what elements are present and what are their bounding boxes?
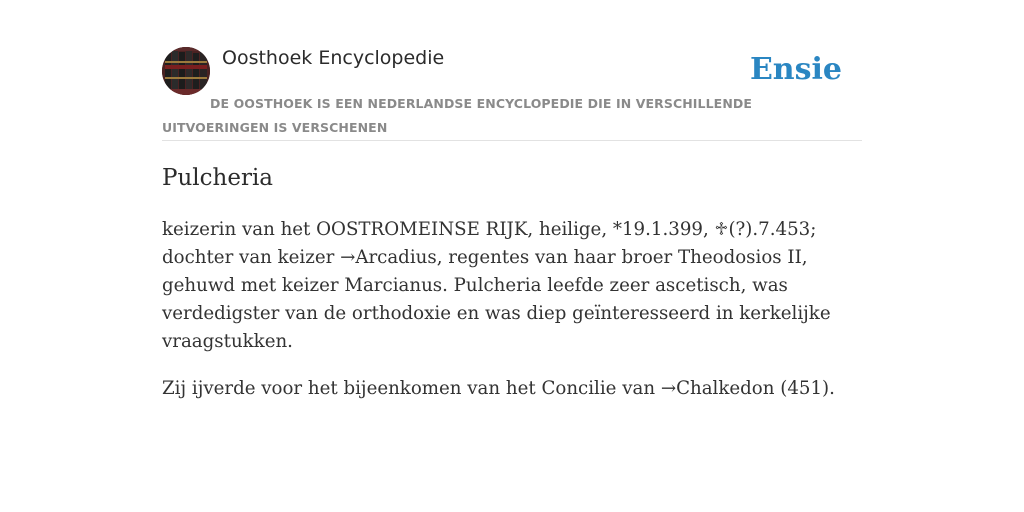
page-title: Pulcheria [162, 165, 274, 191]
paragraph-text: , regentes van haar broer Theodosios II, gehuwd met keizer Marcianus. Pulcheria leefde zeer ascetisch, was verdedigster van de orthodoxie en was diep geïnteresseerd in kerkelijke vraagstukken. [162, 247, 831, 352]
link-arcadius[interactable]: →Arcadius [340, 247, 437, 268]
article-content [162, 160, 867, 403]
brand-logo-link[interactable]: Ensie [749, 52, 842, 87]
paragraph-text: keizerin van het OOSTROMEINSE RIJK, heilige, *19.1.399, ♱(?).7.453; dochter van keizer [162, 219, 817, 268]
site-header [162, 46, 862, 141]
paragraph-text: (451). [774, 378, 835, 399]
paragraph-text: Zij ijverde voor het bijeenkomen van het Concilie van [162, 378, 661, 399]
encyclopedia-books-icon[interactable] [162, 47, 210, 95]
article-paragraph [162, 375, 867, 403]
site-name[interactable]: Oosthoek Encyclopedie [222, 47, 445, 69]
site-tagline: DE OOSTHOEK IS EEN NEDERLANDSE ENCYCLOPEDIE DIE IN VERSCHILLENDE UITVOERINGEN IS VERSCHENEN [162, 96, 752, 135]
article-paragraph [162, 216, 867, 356]
link-chalkedon[interactable]: →Chalkedon [660, 378, 775, 399]
